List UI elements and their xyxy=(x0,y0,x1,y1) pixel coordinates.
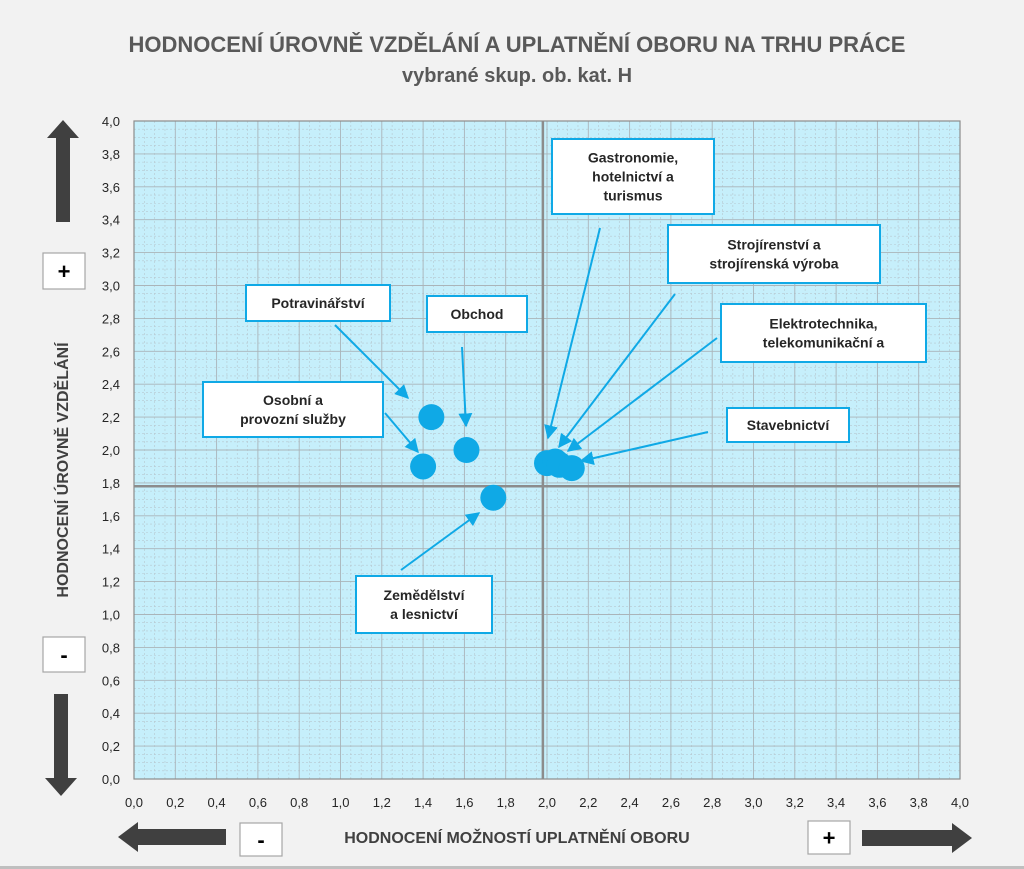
data-point-2 xyxy=(453,437,479,463)
y-tick-label: 0,2 xyxy=(101,739,120,755)
y-tick-label: 3,4 xyxy=(101,212,120,228)
callout-label: Potravinářství xyxy=(271,295,365,311)
y-plus-indicator xyxy=(43,253,85,289)
y-tick-label: 2,6 xyxy=(101,344,120,360)
x-tick-label: 1,0 xyxy=(331,795,350,810)
plot-area xyxy=(102,114,969,810)
x-plus-indicator xyxy=(808,821,850,854)
y-tick-label: 3,6 xyxy=(101,179,120,195)
left-arrow-icon xyxy=(118,822,226,852)
y-tick-label: 2,0 xyxy=(101,443,120,458)
y-plus-indicator-label: + xyxy=(57,259,71,284)
x-tick-label: 1,6 xyxy=(455,795,474,810)
y-minus-indicator-label: - xyxy=(60,642,68,668)
y-tick-label: 1,6 xyxy=(101,508,120,524)
y-tick-label: 3,0 xyxy=(101,278,120,294)
y-tick-label: 3,8 xyxy=(101,146,120,162)
x-plus-indicator-label: + xyxy=(822,825,836,851)
x-tick-label: 3,8 xyxy=(909,795,928,810)
x-tick-label: 2,6 xyxy=(661,795,680,810)
chart-title: HODNOCENÍ ÚROVNĚ VZDĚLÁNÍ A UPLATNĚNÍ OBORU NA TRHU PRÁCE xyxy=(128,32,906,57)
callout-label: Zemědělství xyxy=(383,587,465,603)
callout-box xyxy=(356,576,492,633)
y-tick-label: 0,4 xyxy=(101,706,120,722)
y-tick-label: 1,2 xyxy=(101,574,120,590)
x-tick-label: 0,6 xyxy=(248,795,267,810)
down-arrow-icon xyxy=(45,694,77,796)
y-tick-label: 2,4 xyxy=(101,377,120,393)
callout-label: provozní služby xyxy=(240,411,346,427)
data-point-3 xyxy=(410,453,436,479)
callout-label: Strojírenství a xyxy=(727,236,821,253)
y-tick-label: 4,0 xyxy=(101,114,120,129)
callout-label: strojírenská výroba xyxy=(709,255,839,272)
x-tick-label: 3,2 xyxy=(785,795,804,810)
x-tick-label: 2,8 xyxy=(703,795,722,810)
x-tick-label: 2,4 xyxy=(620,795,639,810)
data-point-8 xyxy=(559,455,585,481)
x-axis-title: HODNOCENÍ MOŽNOSTÍ UPLATNĚNÍ OBORU xyxy=(344,830,690,847)
x-tick-label: 3,4 xyxy=(827,795,846,810)
y-tick-label: 0,0 xyxy=(101,772,120,787)
callout-label: a lesnictví xyxy=(390,606,458,622)
y-axis-title: HODNOCENÍ ÚROVNĚ VZDĚLÁNÍ xyxy=(55,342,72,598)
x-tick-label: 0,2 xyxy=(166,795,185,810)
data-point-1 xyxy=(418,404,444,430)
x-tick-label: 3,6 xyxy=(868,795,887,810)
up-arrow-icon xyxy=(47,120,79,222)
data-point-4 xyxy=(480,485,506,511)
callout-label: turismus xyxy=(603,187,663,204)
callout-box xyxy=(721,304,926,362)
y-minus-indicator xyxy=(43,637,85,672)
callout-label: Gastronomie, xyxy=(587,149,679,166)
y-tick-label: 1,4 xyxy=(101,541,120,557)
right-arrow-icon xyxy=(862,823,972,853)
chart-subtitle: vybrané skup. ob. kat. H xyxy=(401,65,633,87)
y-tick-label: 1,0 xyxy=(101,607,120,623)
callout-label: Obchod xyxy=(450,306,504,322)
callout-label: hotelnictví a xyxy=(592,168,674,185)
callout-box xyxy=(203,382,383,437)
x-tick-label: 1,8 xyxy=(496,795,515,810)
y-tick-label: 1,8 xyxy=(101,475,120,491)
x-tick-label: 1,2 xyxy=(372,795,391,810)
y-tick-label: 0,8 xyxy=(101,640,120,656)
callout-label: Stavebnictví xyxy=(746,417,830,433)
y-tick-label: 2,2 xyxy=(101,410,120,426)
callout-label: telekomunikační a xyxy=(762,334,885,351)
y-tick-label: 2,8 xyxy=(101,311,120,327)
x-tick-label: 0,4 xyxy=(207,795,226,810)
x-tick-label: 4,0 xyxy=(950,795,970,810)
y-tick-label: 0,6 xyxy=(101,673,120,689)
callout-label: Elektrotechnika, xyxy=(769,315,878,332)
x-minus-indicator xyxy=(240,823,282,856)
x-tick-label: 0,0 xyxy=(124,795,144,810)
callout-label: Osobní a xyxy=(263,392,323,408)
x-tick-label: 3,0 xyxy=(744,795,763,810)
x-tick-label: 2,2 xyxy=(579,795,598,810)
x-minus-indicator-label: - xyxy=(257,827,265,853)
x-tick-label: 2,0 xyxy=(537,795,557,810)
x-tick-label: 1,4 xyxy=(414,795,433,810)
y-tick-label: 3,2 xyxy=(101,245,120,261)
callout-box xyxy=(668,225,880,283)
x-tick-label: 0,8 xyxy=(290,795,309,810)
